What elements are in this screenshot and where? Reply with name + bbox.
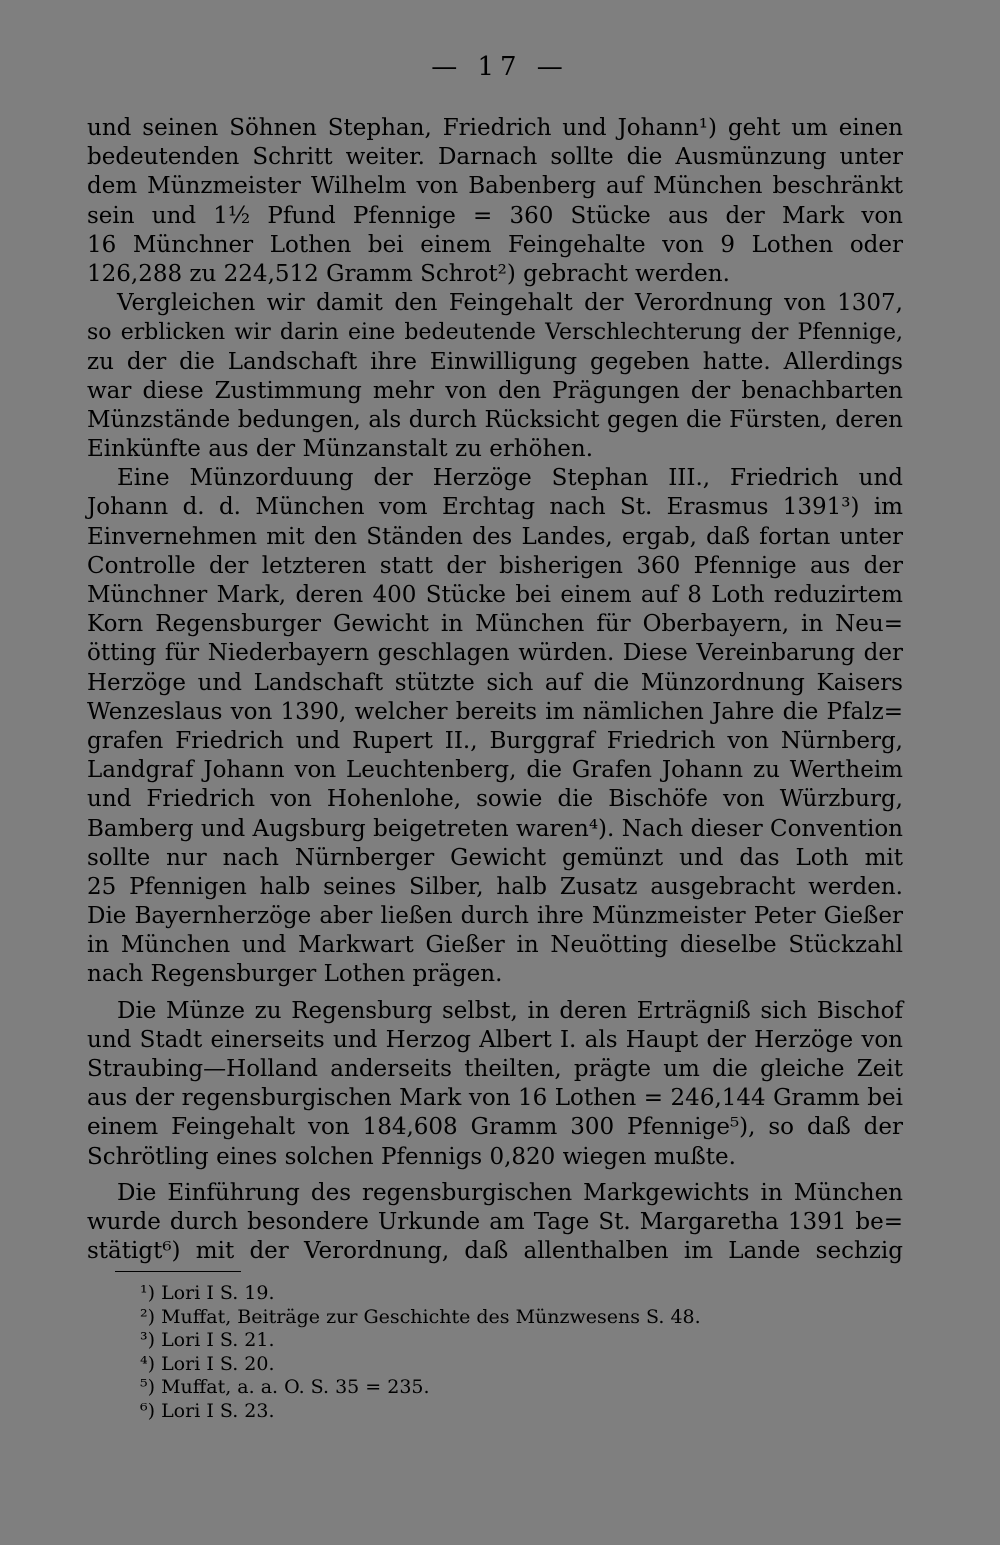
paragraph-5 bbox=[87, 1179, 903, 1267]
footnotes bbox=[140, 1282, 840, 1424]
text-line: und Friedrich von Hohenlohe, sowie die Bischöfe von Würzburg, bbox=[87, 786, 903, 813]
text-line: aus der regensburgischen Mark von 16 Lothen = 246,144 Gramm bei bbox=[87, 1085, 903, 1112]
footnote-4: ⁴) Lori I S. 20. bbox=[140, 1352, 275, 1375]
text-line: in München und Markwart Gießer in Neuötting dieselbe Stückzahl bbox=[87, 932, 903, 959]
text-line: wurde durch besondere Urkunde am Tage St. Margaretha 1391 be= bbox=[87, 1208, 903, 1235]
text-line: Straubing—Holland anderseits theilten, prägte um die gleiche Zeit bbox=[87, 1056, 903, 1082]
text-line: Bamberg und Augsburg beigetreten waren⁴). Nach dieser Convention bbox=[87, 815, 903, 842]
footnote-1: ¹) Lori I S. 19. bbox=[140, 1282, 275, 1304]
text-line: bedeutenden Schritt weiter. Darnach sollte die Ausmünzung unter bbox=[87, 144, 903, 171]
body-text bbox=[87, 114, 903, 1266]
footnote-3: ³) Lori I S. 21. bbox=[140, 1329, 275, 1352]
text-line: Herzöge und Landschaft stützte sich auf die Münzordnung Kaisers bbox=[87, 669, 903, 696]
text-line: stätigt⁶) mit der Verordnung, daß allenthalben im Lande sechzig bbox=[87, 1238, 903, 1265]
paragraph-3 bbox=[87, 464, 903, 989]
text-line: Schrötling eines solchen Pfennigs 0,820 wiegen mußte. bbox=[87, 1143, 736, 1170]
text-line: Korn Regensburger Gewicht in München für Oberbayern, in Neu= bbox=[87, 611, 903, 638]
text-line: so erblicken wir darin eine bedeutende Verschlechterung der Pfennige, bbox=[87, 320, 903, 346]
text-line: Münchner Mark, deren 400 Stücke bei einem auf 8 Loth reduzirtem bbox=[87, 582, 903, 608]
text-line: Die Einführung des regensburgischen Markgewichts in München bbox=[117, 1179, 903, 1206]
text-line: Die Bayernherzöge aber ließen durch ihre Münzmeister Peter Gießer bbox=[87, 903, 903, 930]
text-line: und Stadt einerseits und Herzog Albert I. als Haupt der Herzöge von bbox=[87, 1026, 903, 1053]
footnote-divider bbox=[115, 1271, 241, 1272]
text-line: dem Münzmeister Wilhelm von Babenberg auf München beschränkt bbox=[87, 173, 903, 200]
text-line: Die Münze zu Regensburg selbst, in deren Erträgniß sich Bischof bbox=[117, 997, 903, 1024]
text-line: Einvernehmen mit den Ständen des Landes, ergab, daß fortan unter bbox=[87, 523, 903, 550]
text-line: Johann d. d. München vom Erchtag nach St. Erasmus 1391³) im bbox=[87, 494, 903, 521]
text-line: 16 Münchner Lothen bei einem Feingehalte von 9 Lothen oder bbox=[87, 231, 903, 258]
text-line: sollte nur nach Nürnberger Gewicht gemünzt und das Loth mit bbox=[87, 844, 903, 871]
footnote-6: ⁶) Lori I S. 23. bbox=[140, 1399, 275, 1422]
text-line: Münzstände bedungen, als durch Rücksicht gegen die Fürsten, deren bbox=[87, 406, 903, 433]
paragraph-1 bbox=[87, 114, 903, 289]
text-line: Vergleichen wir damit den Feingehalt der Verordnung von 1307, bbox=[117, 290, 903, 317]
text-line: sein und 1½ Pfund Pfennige = 360 Stücke aus der Mark von bbox=[87, 202, 903, 229]
text-line: Eine Münzorduung der Herzöge Stephan III., Friedrich und bbox=[117, 465, 903, 492]
text-line: zu der die Landschaft ihre Einwilligung gegeben hatte. Allerdings bbox=[87, 348, 903, 375]
text-line: grafen Friedrich und Rupert II., Burggraf Friedrich von Nürnberg, bbox=[87, 727, 903, 754]
paragraph-4 bbox=[87, 997, 903, 1172]
page-number: — 17 — bbox=[431, 52, 569, 82]
paragraph-2 bbox=[87, 289, 903, 464]
text-line: Controlle der letzteren statt der bisherigen 360 Pfennige aus der bbox=[87, 552, 903, 579]
footnote-2: ²) Muffat, Beiträge zur Geschichte des Münzwesens S. 48. bbox=[140, 1305, 701, 1328]
text-line: und seinen Söhnen Stephan, Friedrich und Johann¹) geht um einen bbox=[87, 115, 903, 141]
text-line: ötting für Niederbayern geschlagen würden. Diese Vereinbarung der bbox=[87, 640, 903, 667]
text-line: 25 Pfennigen halb seines Silber, halb Zusatz ausgebracht werden. bbox=[87, 873, 903, 900]
text-line: Einkünfte aus der Münzanstalt zu erhöhen. bbox=[87, 436, 594, 463]
text-line: Wenzeslaus von 1390, welcher bereits im nämlichen Jahre die Pfalz= bbox=[87, 698, 903, 725]
text-line: war diese Zustimmung mehr von den Prägungen der benachbarten bbox=[87, 377, 903, 404]
text-line: Landgraf Johann von Leuchtenberg, die Grafen Johann zu Wertheim bbox=[87, 757, 903, 784]
footnote-5: ⁵) Muffat, a. a. O. S. 35 = 235. bbox=[140, 1376, 430, 1399]
text-line: einem Feingehalt von 184,608 Gramm 300 Pfennige⁵), so daß der bbox=[87, 1114, 903, 1141]
text-line: nach Regensburger Lothen prägen. bbox=[87, 961, 503, 988]
text-line: 126,288 zu 224,512 Gramm Schrot²) gebracht werden. bbox=[87, 260, 730, 287]
